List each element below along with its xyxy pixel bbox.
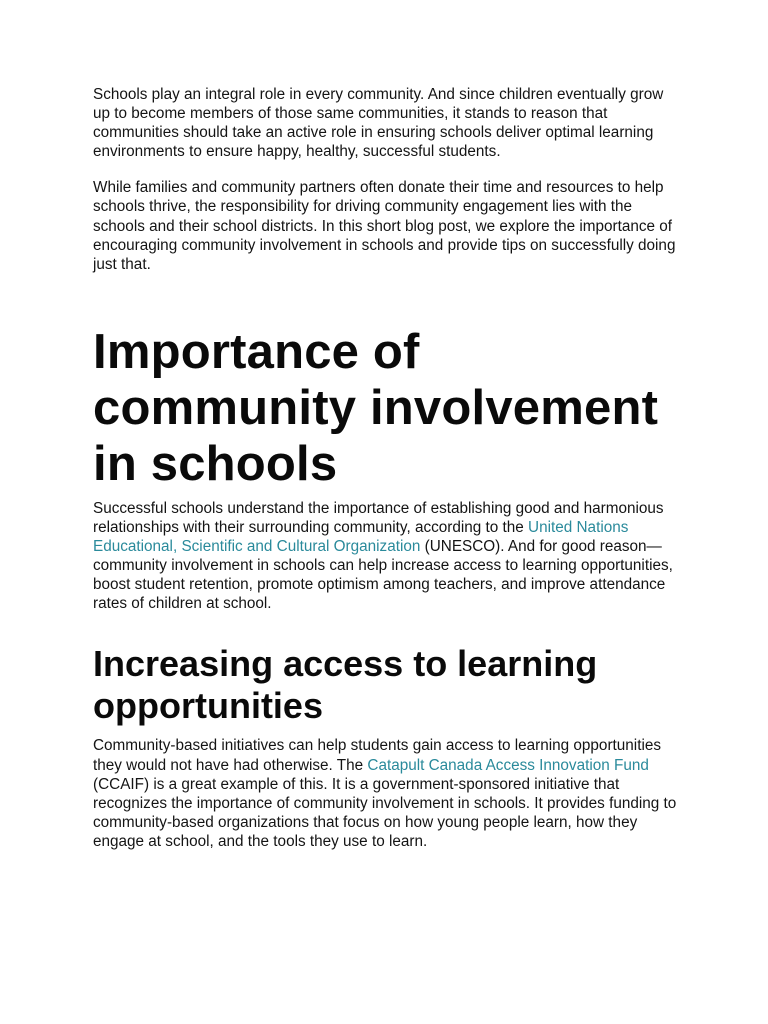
- section-2-paragraph: [93, 736, 683, 851]
- ccaif-link[interactable]: Catapult Canada Access Innovation Fund: [367, 756, 649, 774]
- unesco-link[interactable]: United Nations Educational, Scientific and Cultural Organization: [93, 518, 629, 556]
- document-page: [93, 85, 683, 851]
- section-2-text-after-link: (CCAIF) is a great example of this. It is a government-sponsored initiative that recognizes the importance of community involvement in schools. It provides funding to community-based organizations that focus on how young people learn, how they engage at school, and the tools they use to learn.: [93, 775, 677, 850]
- section-1-text-before-link: Successful schools understand the importance of establishing good and harmonious relationships with their surrounding community, according to the: [93, 499, 664, 536]
- section-2-text-before-link: Community-based initiatives can help students gain access to learning opportunities they would not have had otherwise. The: [93, 737, 662, 774]
- section-1-paragraph: [93, 499, 683, 614]
- intro-paragraph-1: Schools play an integral role in every community. And since children eventually grow up to become members of those same communities, it stands to reason that communities should take an active role in ensuring schools deliver optimal learning environments to ensure happy, healthy, successful students.: [93, 86, 664, 161]
- section-1-heading: Importance of community involvement in schools: [93, 324, 659, 491]
- section-1-text-after-link: (UNESCO). And for good reason—community involvement in schools can help increase access to learning opportunities, boost student retention, promote optimism among teachers, and improve attendance rates of children at school.: [93, 538, 673, 613]
- intro-paragraph-2: While families and community partners often donate their time and resources to help schools thrive, the responsibility for driving community engagement lies with the schools and their school districts. In this short blog post, we explore the importance of encouraging community involvement in schools and provide tips on successfully doing just that.: [93, 179, 676, 273]
- section-2-heading: Increasing access to learning opportunities: [93, 643, 598, 727]
